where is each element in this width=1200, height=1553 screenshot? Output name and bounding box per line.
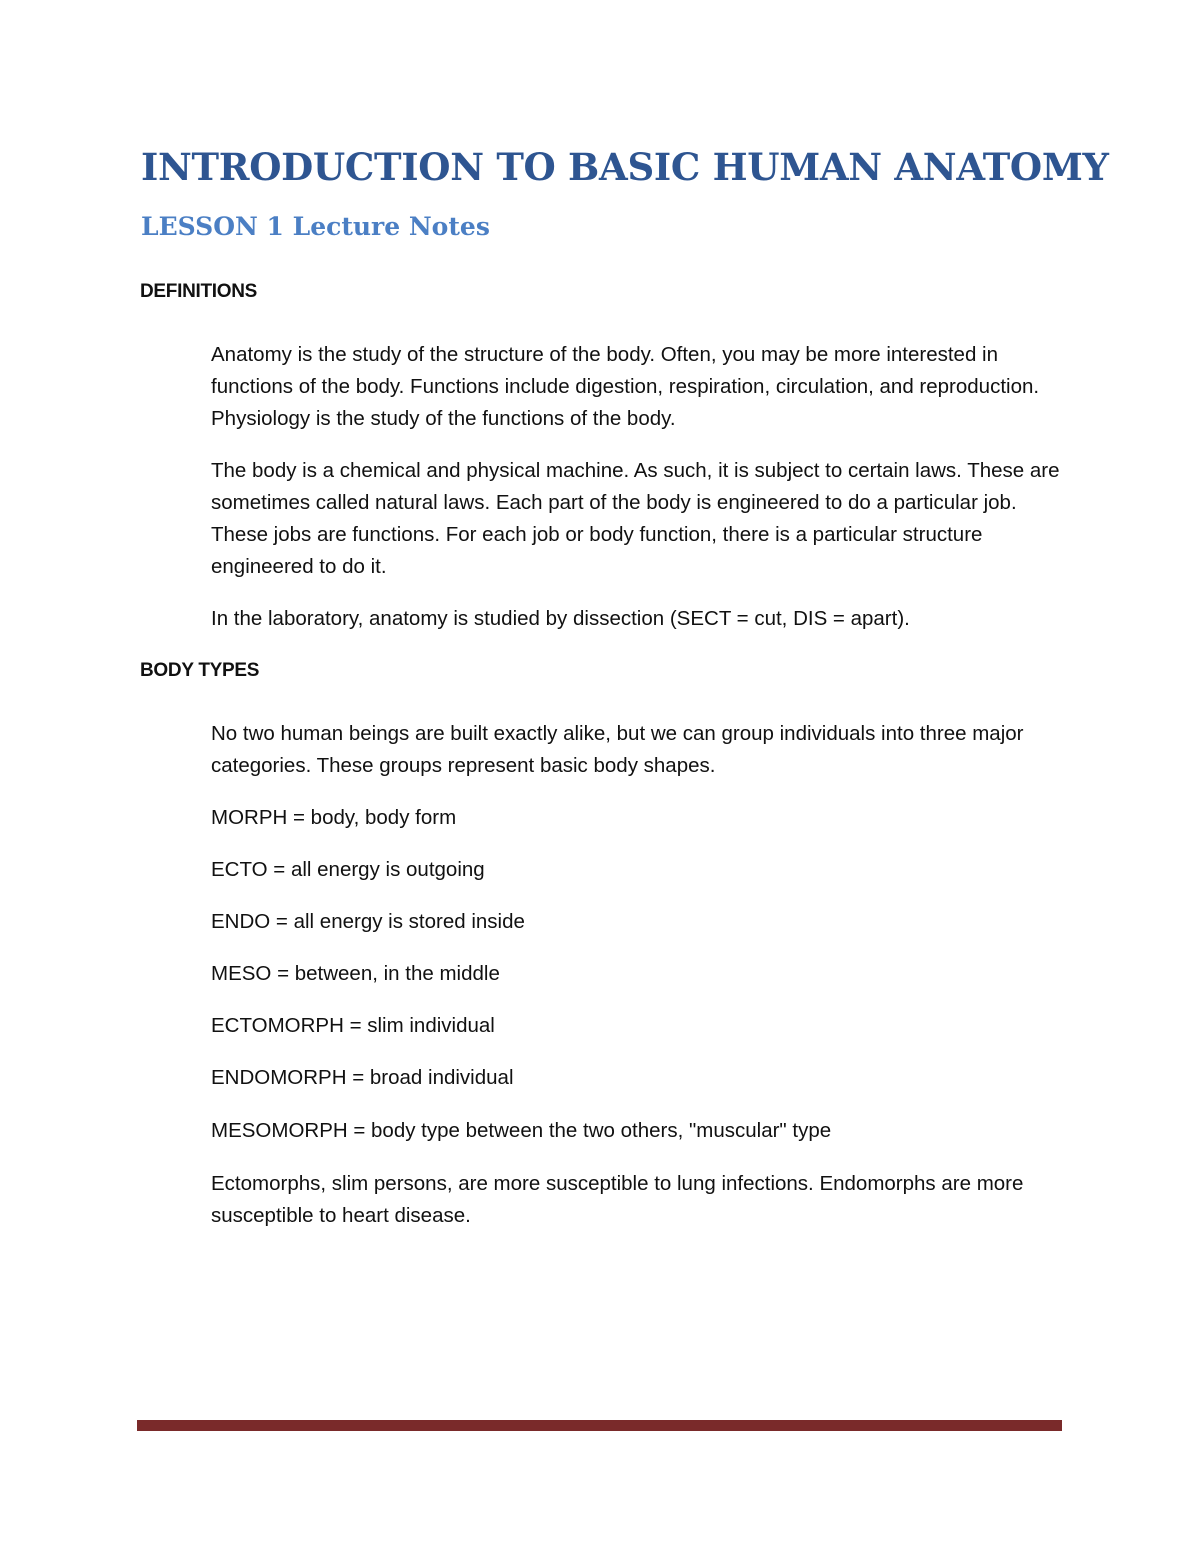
definition-mesomorph: MESOMORPH = body type between the two others, "muscular" type xyxy=(211,1119,832,1142)
section-heading-body-types: BODY TYPES xyxy=(140,660,260,681)
paragraph-susceptibility: Ectomorphs, slim persons, are more susceptible to lung infections. Endomorphs are more susceptible to heart disease. xyxy=(211,1172,1024,1227)
paragraph-body-machine: The body is a chemical and physical machine. As such, it is subject to certain laws. These are sometimes called natural laws. Each part of the body is engineered to do a particular job. These jobs are functions. For each job or body function, there is a particular structure engineered to do it. xyxy=(211,459,1060,578)
footer-rule xyxy=(137,1420,1062,1431)
definition-endo: ENDO = all energy is stored inside xyxy=(211,910,525,933)
definition-endomorph: ENDOMORPH = broad individual xyxy=(211,1066,514,1089)
definition-ectomorph: ECTOMORPH = slim individual xyxy=(211,1014,495,1037)
definition-meso: MESO = between, in the middle xyxy=(211,962,500,985)
document-subtitle: LESSON 1 Lecture Notes xyxy=(141,212,490,241)
paragraph-body-types-intro: No two human beings are built exactly alike, but we can group individuals into three major categories. These groups represent basic body shapes. xyxy=(211,722,1024,777)
paragraph-dissection: In the laboratory, anatomy is studied by dissection (SECT = cut, DIS = apart). xyxy=(211,607,910,630)
definition-ecto: ECTO = all energy is outgoing xyxy=(211,858,485,881)
document-title: INTRODUCTION TO BASIC HUMAN ANATOMY xyxy=(141,145,1109,189)
section-heading-definitions: DEFINITIONS xyxy=(140,281,258,302)
definition-morph: MORPH = body, body form xyxy=(211,806,457,829)
paragraph-anatomy-definition: Anatomy is the study of the structure of the body. Often, you may be more interested in functions of the body. Functions include digestion, respiration, circulation, and reproduction. Physiology is the study of the functions of the body. xyxy=(211,343,1040,430)
